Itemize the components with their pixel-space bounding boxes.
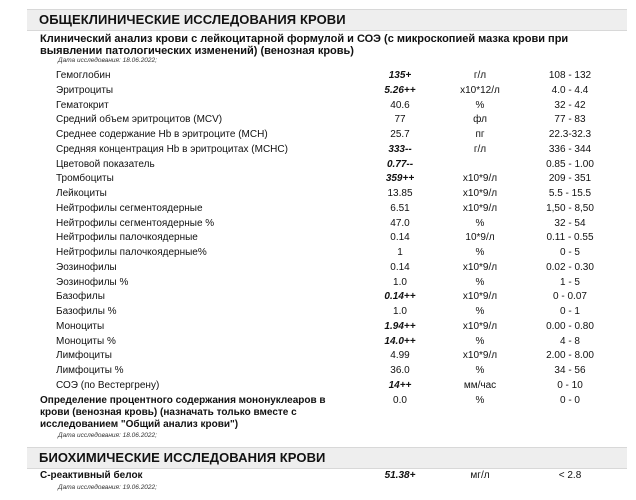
table-row (0, 246, 636, 261)
reference-range: 0.85 - 1.00 (546, 158, 594, 170)
reference-range: < 2.8 (558, 470, 582, 481)
reference-range: 108 - 132 (548, 70, 592, 81)
test-value: 0.14 (390, 261, 410, 273)
test-name: Нейтрофилы сегментоядерные (56, 202, 203, 214)
test-unit: х10*9/л (462, 350, 498, 362)
table-row (0, 320, 636, 335)
table-row (0, 69, 636, 84)
table-row (0, 276, 636, 291)
test-name: Эритроциты (56, 84, 114, 96)
test-name: Моноциты (56, 320, 105, 332)
test-name: Эозинофилы (56, 261, 117, 273)
table-row (0, 143, 636, 158)
table-row (0, 290, 636, 305)
test-value: 14++ (388, 379, 412, 391)
section-header-biochemistry (27, 447, 627, 469)
test-value: 5.26++ (384, 84, 416, 96)
table-row (0, 469, 636, 483)
table-row (0, 113, 636, 128)
reference-range: 22.3-32.3 (548, 129, 592, 140)
reference-range: 34 - 56 (554, 365, 586, 376)
table-row (0, 364, 636, 379)
study-date: Дата исследования: 19.06.2022; (58, 484, 157, 491)
test-name: Нейтрофилы сегментоядерные % (56, 217, 215, 229)
table-row (0, 128, 636, 143)
reference-range: 209 - 351 (548, 173, 592, 185)
reference-range: 2.00 - 8.00 (546, 350, 594, 362)
test-name: Средняя концентрация Hb в эритроцитах (MCHC) (56, 143, 288, 155)
table-row (0, 187, 636, 202)
test-unit: х10*9/л (462, 188, 498, 199)
test-name: Гематокрит (56, 99, 109, 111)
test-unit: % (475, 99, 485, 111)
test-value: 135+ (388, 70, 412, 81)
test-name: Гемоглобин (56, 70, 111, 81)
table-row (0, 261, 636, 276)
test-value: 6.51 (390, 202, 410, 214)
test-unit: мг/л (470, 470, 490, 481)
reference-range: 0 - 0.07 (553, 291, 587, 303)
test-value: 51.38+ (384, 470, 416, 481)
test-value: 4.99 (390, 350, 410, 362)
test-name: СОЭ (по Вестергрену) (56, 379, 160, 391)
reference-range: 0.11 - 0.55 (546, 232, 594, 244)
test-unit: % (475, 365, 485, 376)
test-unit: х10*12/л (460, 84, 500, 96)
test-name: Нейтрофилы палочкоядерные% (56, 247, 207, 258)
test-unit: г/л (473, 70, 487, 81)
table-row (0, 158, 636, 173)
reference-range: 0 - 10 (557, 379, 583, 391)
test-name: Моноциты % (56, 335, 116, 347)
table-row (0, 305, 636, 320)
table-row (0, 202, 636, 217)
test-unit: 10*9/л (465, 232, 495, 244)
test-name: Лимфоциты (56, 350, 112, 362)
test-unit: % (475, 217, 485, 229)
table-row (0, 231, 636, 246)
test-name: С-реактивный белок (40, 470, 143, 481)
reference-range: 0 - 5 (559, 247, 580, 258)
test-name: Определение процентного содержания мононуклеаров в крови (венозная кровь) (назначать только вместе с исследованием "Общий анализ крови") (40, 394, 326, 430)
test-value: 1.94++ (384, 320, 416, 332)
test-value: 0.77-- (386, 158, 414, 170)
table-row (0, 172, 636, 187)
test-value: 1.0 (393, 306, 407, 317)
table-row (0, 379, 636, 394)
reference-range: 32 - 54 (554, 217, 586, 229)
test-value: 47.0 (390, 217, 410, 229)
test-unit: % (475, 247, 485, 258)
test-value: 77 (394, 114, 406, 126)
reference-range: 0.02 - 0.30 (546, 261, 594, 273)
reference-range: 0 - 0 (559, 394, 580, 406)
test-unit: х10*9/л (462, 173, 498, 185)
test-unit: % (475, 394, 485, 406)
test-value: 40.6 (390, 99, 410, 111)
test-name: Лимфоциты % (56, 365, 124, 376)
section-title: ОБЩЕКЛИНИЧЕСКИЕ ИССЛЕДОВАНИЯ КРОВИ (39, 12, 346, 27)
study-date: Дата исследования: 18.06.2022; (58, 57, 157, 64)
test-value: 36.0 (390, 365, 410, 376)
test-unit: х10*9/л (462, 320, 498, 332)
reference-range: 336 - 344 (548, 143, 592, 155)
test-name: Среднее содержание Hb в эритроците (MCH) (56, 129, 268, 140)
test-unit: мм/час (463, 379, 497, 391)
test-name: Средний объем эритроцитов (MCV) (56, 114, 223, 126)
table-row (0, 99, 636, 114)
reference-range: 32 - 42 (554, 99, 586, 111)
test-value: 1 (397, 247, 403, 258)
test-unit: % (475, 276, 485, 288)
test-unit: г/л (473, 143, 487, 155)
table-row (0, 84, 636, 99)
reference-range: 1 - 5 (559, 276, 580, 288)
test-name: Эозинофилы % (56, 276, 129, 288)
test-group-title: Клинический анализ крови с лейкоцитарной формулой и СОЭ (с микроскопией мазка крови при выявлении патологических изменений) (венозная кровь) (40, 33, 569, 57)
table-row (0, 335, 636, 350)
test-unit: % (475, 306, 485, 317)
reference-range: 0 - 1 (559, 306, 580, 317)
test-name: Лейкоциты (56, 188, 107, 199)
table-row (0, 349, 636, 364)
test-name: Базофилы % (56, 306, 117, 317)
test-unit: % (475, 335, 485, 347)
study-date: Дата исследования: 18.06.2022; (58, 432, 157, 439)
test-value: 0.0 (393, 394, 407, 406)
test-value: 14.0++ (384, 335, 416, 347)
table-row (0, 217, 636, 232)
reference-range: 1,50 - 8,50 (546, 202, 594, 214)
test-unit: фл (473, 114, 487, 126)
section-title: БИОХИМИЧЕСКИЕ ИССЛЕДОВАНИЯ КРОВИ (39, 450, 326, 465)
reference-range: 0.00 - 0.80 (546, 320, 594, 332)
test-unit: пг (475, 129, 485, 140)
reference-range: 4 - 8 (559, 335, 580, 347)
test-unit: х10*9/л (462, 291, 498, 303)
test-name: Тромбоциты (56, 173, 114, 185)
test-name: Базофилы (56, 291, 105, 303)
test-unit: х10*9/л (462, 202, 498, 214)
test-value: 0.14 (390, 232, 410, 244)
test-value: 0.14++ (384, 291, 416, 303)
reference-range: 77 - 83 (554, 114, 586, 126)
test-unit: х10*9/л (462, 261, 498, 273)
test-value: 333-- (388, 143, 412, 155)
results-table (0, 69, 636, 430)
section-header-general-blood (27, 9, 627, 31)
test-name: Нейтрофилы палочкоядерные (56, 232, 198, 244)
test-value: 25.7 (390, 129, 410, 140)
reference-range: 4.0 - 4.4 (551, 84, 589, 96)
reference-range: 5.5 - 15.5 (548, 188, 592, 199)
table-row (0, 394, 636, 430)
test-value: 359++ (385, 173, 415, 185)
test-value: 1.0 (393, 276, 407, 288)
test-name: Цветовой показатель (56, 158, 155, 170)
test-value: 13.85 (387, 188, 413, 199)
